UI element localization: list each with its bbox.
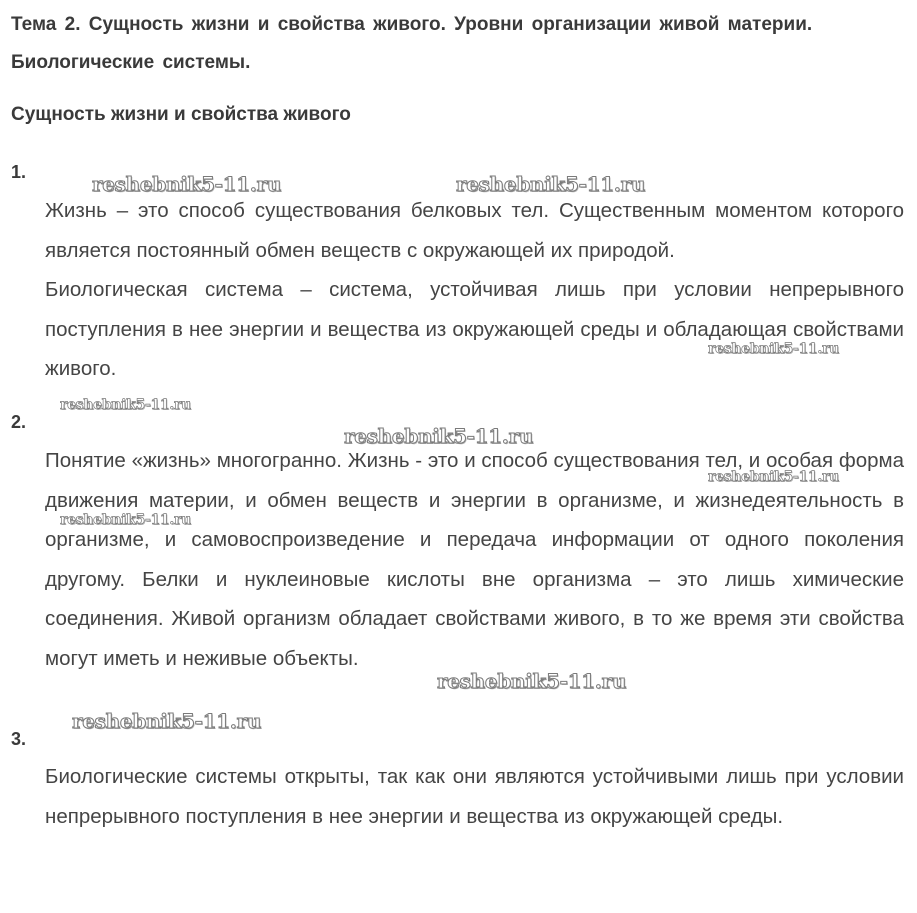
answer-1-paragraph-1: Жизнь – это способ существования белковых тел. Существенным моментом которого является постоянный обмен веществ с окружающей их природой. bbox=[45, 199, 904, 262]
answer-2-paragraph-1: Понятие «жизнь» многогранно. Жизнь - это и способ существования тел, и особая форма движения материи, и обмен веществ и энергии в организме, и жизнедеятельность в организме, и самовоспроизведение и передача информации от одного поколения другому. Белки и нуклеиновые кислоты вне организма – это лишь химические соединения. Живой организм обладает свойствами живого, в то же время эти свойства могут иметь и неживые объекты. bbox=[45, 449, 904, 670]
watermark: reshebnik5-11.ru bbox=[72, 709, 262, 733]
answer-1-paragraph-2: Биологическая система – система, устойчивая лишь при условии непрерывного поступления в нее энергии и вещества из окружающей среды и обладающая свойствами живого. bbox=[45, 278, 904, 380]
answer-3-paragraph-1: Биологические системы открыты, так как они являются устойчивыми лишь при условии непрерывного поступления в нее энергии и вещества из окружающей среды. bbox=[45, 765, 904, 828]
watermark: reshebnik5-11.ru bbox=[92, 172, 282, 196]
watermark: reshebnik5-11.ru bbox=[708, 469, 839, 485]
watermark: reshebnik5-11.ru bbox=[344, 424, 534, 448]
answer-3 bbox=[45, 757, 904, 836]
watermark: reshebnik5-11.ru bbox=[437, 669, 627, 693]
watermark: reshebnik5-11.ru bbox=[456, 172, 646, 196]
section-heading: Сущность жизни и свойства живого bbox=[11, 104, 351, 125]
question-number-1: 1. bbox=[11, 162, 27, 182]
page-title: Тема 2. Сущность жизни и свойства живого. Уровни организации живой материи. Биологические системы. bbox=[11, 14, 813, 73]
answer-1 bbox=[45, 191, 904, 389]
watermark: reshebnik5-11.ru bbox=[60, 512, 191, 528]
watermark: reshebnik5-11.ru bbox=[708, 341, 839, 357]
question-number-3: 3. bbox=[11, 729, 27, 749]
watermark: reshebnik5-11.ru bbox=[60, 397, 191, 413]
question-number-2: 2. bbox=[11, 412, 27, 432]
